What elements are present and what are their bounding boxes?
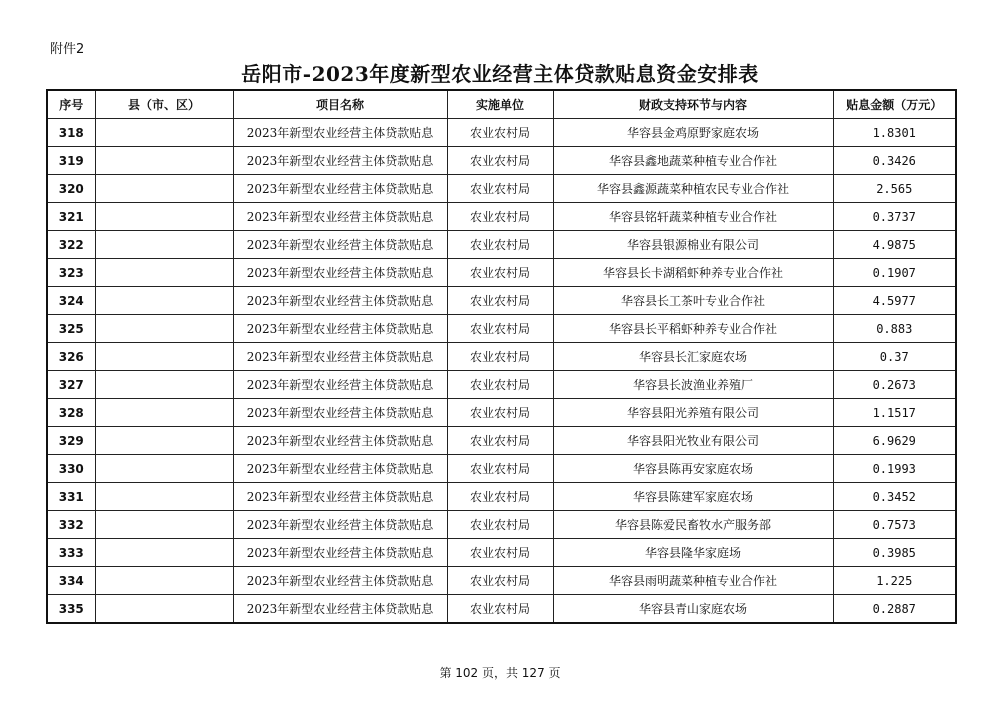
table-row — [47, 147, 956, 175]
row-county — [95, 455, 233, 483]
row-amount: 0.3737 — [833, 203, 956, 231]
row-project: 2023年新型农业经营主体贷款贴息 — [233, 595, 447, 624]
row-county — [95, 231, 233, 259]
row-county — [95, 259, 233, 287]
row-unit: 农业农村局 — [447, 455, 553, 483]
row-amount: 0.7573 — [833, 511, 956, 539]
row-unit: 农业农村局 — [447, 371, 553, 399]
table-row — [47, 371, 956, 399]
row-content: 华容县陈再安家庭农场 — [553, 455, 833, 483]
row-county — [95, 427, 233, 455]
row-seq: 334 — [47, 567, 95, 595]
row-seq: 328 — [47, 399, 95, 427]
row-project: 2023年新型农业经营主体贷款贴息 — [233, 399, 447, 427]
row-unit: 农业农村局 — [447, 567, 553, 595]
row-amount: 2.565 — [833, 175, 956, 203]
header-county: 县（市、区） — [95, 90, 233, 119]
row-unit: 农业农村局 — [447, 315, 553, 343]
row-content: 华容县陈建军家庭农场 — [553, 483, 833, 511]
row-project: 2023年新型农业经营主体贷款贴息 — [233, 427, 447, 455]
row-seq: 330 — [47, 455, 95, 483]
row-unit: 农业农村局 — [447, 427, 553, 455]
table-row — [47, 427, 956, 455]
header-content: 财政支持环节与内容 — [553, 90, 833, 119]
row-content: 华容县金鸡原野家庭农场 — [553, 119, 833, 147]
row-county — [95, 119, 233, 147]
row-project: 2023年新型农业经营主体贷款贴息 — [233, 455, 447, 483]
row-amount: 0.3985 — [833, 539, 956, 567]
row-seq: 318 — [47, 119, 95, 147]
row-project: 2023年新型农业经营主体贷款贴息 — [233, 343, 447, 371]
row-project: 2023年新型农业经营主体贷款贴息 — [233, 315, 447, 343]
row-amount: 0.2673 — [833, 371, 956, 399]
row-county — [95, 399, 233, 427]
row-unit: 农业农村局 — [447, 399, 553, 427]
row-amount: 6.9629 — [833, 427, 956, 455]
row-county — [95, 175, 233, 203]
row-county — [95, 203, 233, 231]
row-content: 华容县雨明蔬菜种植专业合作社 — [553, 567, 833, 595]
row-project: 2023年新型农业经营主体贷款贴息 — [233, 231, 447, 259]
row-seq: 327 — [47, 371, 95, 399]
row-content: 华容县长平稻虾种养专业合作社 — [553, 315, 833, 343]
row-county — [95, 539, 233, 567]
header-amount: 贴息金额（万元） — [833, 90, 956, 119]
row-seq: 323 — [47, 259, 95, 287]
table-header-row — [47, 90, 956, 119]
table-row — [47, 287, 956, 315]
header-unit: 实施单位 — [447, 90, 553, 119]
row-unit: 农业农村局 — [447, 259, 553, 287]
row-content: 华容县陈爱民畜牧水产服务部 — [553, 511, 833, 539]
table-row — [47, 231, 956, 259]
row-content: 华容县鑫源蔬菜种植农民专业合作社 — [553, 175, 833, 203]
row-seq: 333 — [47, 539, 95, 567]
subsidy-table — [46, 89, 957, 624]
header-project: 项目名称 — [233, 90, 447, 119]
row-unit: 农业农村局 — [447, 119, 553, 147]
page-number: 第 102 页，共 127 页 — [439, 666, 561, 680]
row-project: 2023年新型农业经营主体贷款贴息 — [233, 483, 447, 511]
row-unit: 农业农村局 — [447, 147, 553, 175]
row-project: 2023年新型农业经营主体贷款贴息 — [233, 567, 447, 595]
page-title: 岳阳市-2023年度新型农业经营主体贷款贴息资金安排表 — [241, 62, 759, 86]
row-amount: 1.1517 — [833, 399, 956, 427]
attachment-label: 附件2 — [50, 42, 85, 57]
row-project: 2023年新型农业经营主体贷款贴息 — [233, 147, 447, 175]
table-row — [47, 343, 956, 371]
row-seq: 324 — [47, 287, 95, 315]
row-seq: 335 — [47, 595, 95, 624]
row-amount: 0.37 — [833, 343, 956, 371]
row-county — [95, 315, 233, 343]
row-unit: 农业农村局 — [447, 203, 553, 231]
row-content: 华容县铭轩蔬菜种植专业合作社 — [553, 203, 833, 231]
row-unit: 农业农村局 — [447, 343, 553, 371]
row-unit: 农业农村局 — [447, 175, 553, 203]
row-project: 2023年新型农业经营主体贷款贴息 — [233, 371, 447, 399]
row-project: 2023年新型农业经营主体贷款贴息 — [233, 203, 447, 231]
row-project: 2023年新型农业经营主体贷款贴息 — [233, 259, 447, 287]
row-project: 2023年新型农业经营主体贷款贴息 — [233, 511, 447, 539]
table-row — [47, 567, 956, 595]
row-project: 2023年新型农业经营主体贷款贴息 — [233, 539, 447, 567]
row-amount: 0.3452 — [833, 483, 956, 511]
row-content: 华容县青山家庭农场 — [553, 595, 833, 624]
row-unit: 农业农村局 — [447, 287, 553, 315]
row-county — [95, 483, 233, 511]
row-content: 华容县隆华家庭场 — [553, 539, 833, 567]
row-seq: 326 — [47, 343, 95, 371]
row-amount: 1.8301 — [833, 119, 956, 147]
row-seq: 329 — [47, 427, 95, 455]
row-seq: 320 — [47, 175, 95, 203]
table-row — [47, 203, 956, 231]
row-content: 华容县鑫地蔬菜种植专业合作社 — [553, 147, 833, 175]
row-content: 华容县长汇家庭农场 — [553, 343, 833, 371]
row-content: 华容县长波渔业养殖厂 — [553, 371, 833, 399]
row-content: 华容县长工茶叶专业合作社 — [553, 287, 833, 315]
row-county — [95, 371, 233, 399]
row-unit: 农业农村局 — [447, 483, 553, 511]
table-row — [47, 315, 956, 343]
row-amount: 0.3426 — [833, 147, 956, 175]
row-content: 华容县阳光养殖有限公司 — [553, 399, 833, 427]
row-content: 华容县银源棉业有限公司 — [553, 231, 833, 259]
row-amount: 4.9875 — [833, 231, 956, 259]
row-seq: 332 — [47, 511, 95, 539]
table-row — [47, 483, 956, 511]
row-project: 2023年新型农业经营主体贷款贴息 — [233, 119, 447, 147]
table-row — [47, 259, 956, 287]
table-row — [47, 539, 956, 567]
row-county — [95, 343, 233, 371]
row-seq: 322 — [47, 231, 95, 259]
table-row — [47, 119, 956, 147]
row-seq: 331 — [47, 483, 95, 511]
table-row — [47, 511, 956, 539]
table-row — [47, 455, 956, 483]
row-project: 2023年新型农业经营主体贷款贴息 — [233, 175, 447, 203]
row-project: 2023年新型农业经营主体贷款贴息 — [233, 287, 447, 315]
row-county — [95, 511, 233, 539]
row-amount: 0.2887 — [833, 595, 956, 624]
row-county — [95, 147, 233, 175]
row-amount: 4.5977 — [833, 287, 956, 315]
row-amount: 1.225 — [833, 567, 956, 595]
row-content: 华容县长卡湖稻虾种养专业合作社 — [553, 259, 833, 287]
row-seq: 325 — [47, 315, 95, 343]
row-unit: 农业农村局 — [447, 231, 553, 259]
row-amount: 0.1993 — [833, 455, 956, 483]
table-row — [47, 175, 956, 203]
row-unit: 农业农村局 — [447, 511, 553, 539]
row-seq: 319 — [47, 147, 95, 175]
row-amount: 0.1907 — [833, 259, 956, 287]
row-unit: 农业农村局 — [447, 539, 553, 567]
row-seq: 321 — [47, 203, 95, 231]
row-amount: 0.883 — [833, 315, 956, 343]
row-content: 华容县阳光牧业有限公司 — [553, 427, 833, 455]
row-county — [95, 567, 233, 595]
table-row — [47, 595, 956, 624]
row-county — [95, 595, 233, 624]
header-seq: 序号 — [47, 90, 95, 119]
table-row — [47, 399, 956, 427]
table-body — [47, 119, 956, 624]
row-county — [95, 287, 233, 315]
row-unit: 农业农村局 — [447, 595, 553, 624]
